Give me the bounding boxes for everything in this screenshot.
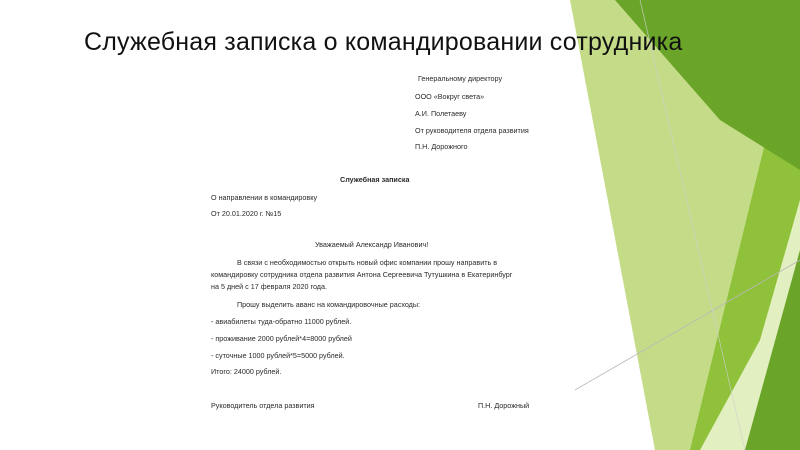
body-line: командировку сотрудника отдела развития Антона Сергеевича Тутушкина в Екатеринбург xyxy=(211,270,513,279)
signature-position: Руководитель отдела развития xyxy=(211,401,315,410)
body-line: В связи с необходимостью открыть новый офис компании прошу направить в xyxy=(237,258,498,267)
expense-total: Итого: 24000 рублей. xyxy=(211,367,282,376)
memo-date-number: От 20.01.2020 г. №15 xyxy=(211,209,282,218)
body-line: на 5 дней с 17 февраля 2020 года. xyxy=(211,282,327,291)
addressee-company: ООО «Вокруг света» xyxy=(415,92,485,101)
sender-position: От руководителя отдела развития xyxy=(415,126,529,135)
addressee-position: Генеральному директору xyxy=(418,74,503,83)
memo-greeting: Уважаемый Александр Иванович! xyxy=(315,240,429,249)
memo-document xyxy=(200,60,550,410)
advance-request: Прошу выделить аванс на командировочные расходы: xyxy=(237,300,421,309)
addressee-name: А.И. Полетаеву xyxy=(415,109,467,118)
memo-heading: Служебная записка xyxy=(340,175,410,184)
slide-title: Служебная записка о командировании сотрудника xyxy=(84,28,683,56)
memo-subject: О направлении в командировку xyxy=(211,193,318,202)
signature-name: П.Н. Дорожный xyxy=(478,401,530,410)
expense-item: - проживание 2000 рублей*4=8000 рублей xyxy=(211,334,352,343)
sender-name: П.Н. Дорожного xyxy=(415,142,468,151)
expense-item: - суточные 1000 рублей*5=5000 рублей. xyxy=(211,351,345,360)
expense-item: - авиабилеты туда-обратно 11000 рублей. xyxy=(211,317,352,326)
